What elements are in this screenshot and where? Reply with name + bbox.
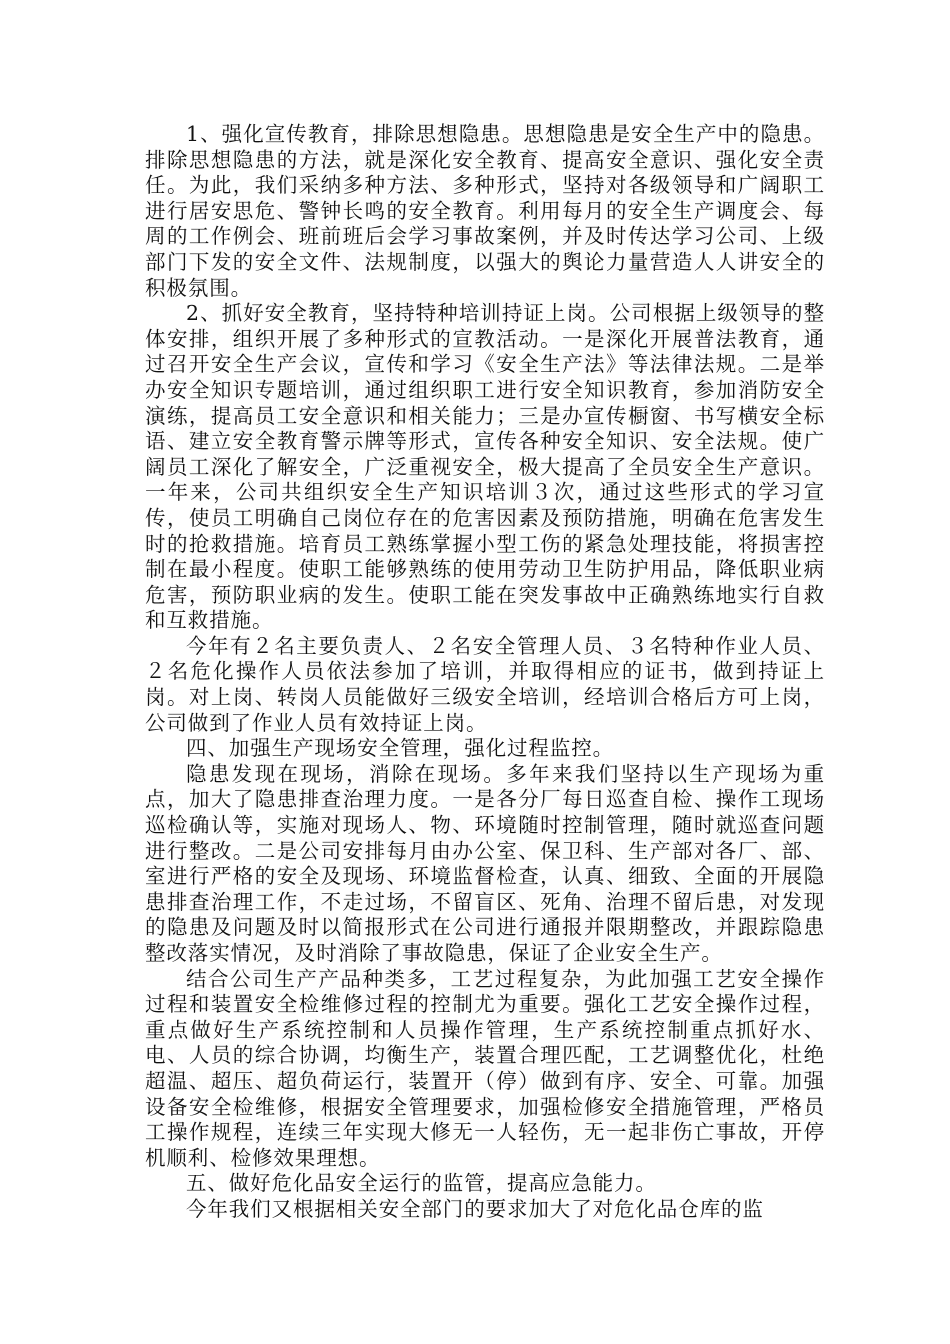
section-heading-site-management: 四、加强生产现场安全管理，强化过程监控。 [186, 736, 614, 761]
paragraph-safety-training: 2、抓好安全教育，坚持特种培训持证上岗。公司根据上级领导的整体安排，组织开展了多种形式的宣教活动。一是深化开展普法教育，通过召开安全生产会议，宣传和学习《安全生产法》等法律法规。二是举办安全知识专题培训，通过组织职工进行安全知识教育，参加消防安全演练，提高员工安全意识和相关能力；三是办宣传橱窗、书写横安全标语、建立安全教育警示牌等形式，宣传各种安全知识、安全法规。使广阔员工深化了解安全，广泛重视安全，极大提高了全员安全生产意识。一年来，公司共组织安全生产知识培训３次，通过这些形式的学习宣传，使员工明确自己岗位存在的危害因素及预防措施，明确在危害发生时的抢救措施。培育员工熟练掌握小型工伤的紧急处理技能，将损害控制在最小程度。使职工能够熟练的使用劳动卫生防护用品，降低职业病危害，预防职业病的发生。使职工能在突发事故中正确熟练地实行自救和互救措施。 [145, 301, 825, 633]
paragraph-warehouse-supervision: 今年我们又根据相关安全部门的要求加大了对危化品仓库的监 [186, 1196, 764, 1221]
paragraph-process-control: 结合公司生产产品种类多，工艺过程复杂，为此加强工艺安全操作过程和装置安全检维修过程的控制尤为重要。强化工艺安全操作过程，重点做好生产系统控制和人员操作管理，生产系统控制重点抓好水、电、人员的综合协调，均衡生产，装置合理匹配，工艺调整优化，杜绝超温、超压、超负荷运行，装置开（停）做到有序、安全、可靠。加强设备安全检维修，根据安全管理要求，加强检修安全措施管理，严格员工操作规程，连续三年实现大修无一人轻伤，无一起非伤亡事故，开停机顺利、检修效果理想。 [145, 966, 825, 1170]
paragraph-propaganda-education: 1、强化宣传教育，排除思想隐患。思想隐患是安全生产中的隐患。排除思想隐患的方法，就是深化安全教育、提高安全意识、强化安全责任。为此，我们采纳多种方法、多种形式，坚持对各级领导和广阔职工进行居安思危、警钟长鸣的安全教育。利用每月的安全生产调度会、每周的工作例会、班前班后会学习事故案例，并及时传达学习公司、上级部门下发的安全文件、法规制度，以强大的舆论力量营造人人讲安全的积极氛围。 [145, 122, 825, 300]
document-body [145, 122, 825, 1223]
paragraph-certified-personnel: 今年有２名主要负责人、２名安全管理人员、３名特种作业人员、２名危化操作人员依法参加了培训，并取得相应的证书，做到持证上岗。对上岗、转岗人员能做好三级安全培训，经培训合格后方可上岗，公司做到了作业人员有效持证上岗。 [145, 633, 825, 735]
paragraph-hazard-inspection: 隐患发现在现场，消除在现场。多年来我们坚持以生产现场为重点，加大了隐患排查治理力度。一是各分厂每日巡查自检、操作工现场巡检确认等，实施对现场人、物、环境随时控制管理，随时就巡查问题进行整改。二是公司安排每月由办公室、保卫科、生产部对各厂、部、室进行严格的安全及现场、环境监督检查，认真、细致、全面的开展隐患排查治理工作，不走过场，不留盲区、死角、治理不留后患，对发现的隐患及问题及时以简报形式在公司进行通报并限期整改，并跟踪隐患整改落实情况，及时消除了事故隐患，保证了企业安全生产。 [145, 761, 825, 965]
section-heading-hazardous-chemicals: 五、做好危化品安全运行的监管，提高应急能力。 [186, 1171, 657, 1196]
